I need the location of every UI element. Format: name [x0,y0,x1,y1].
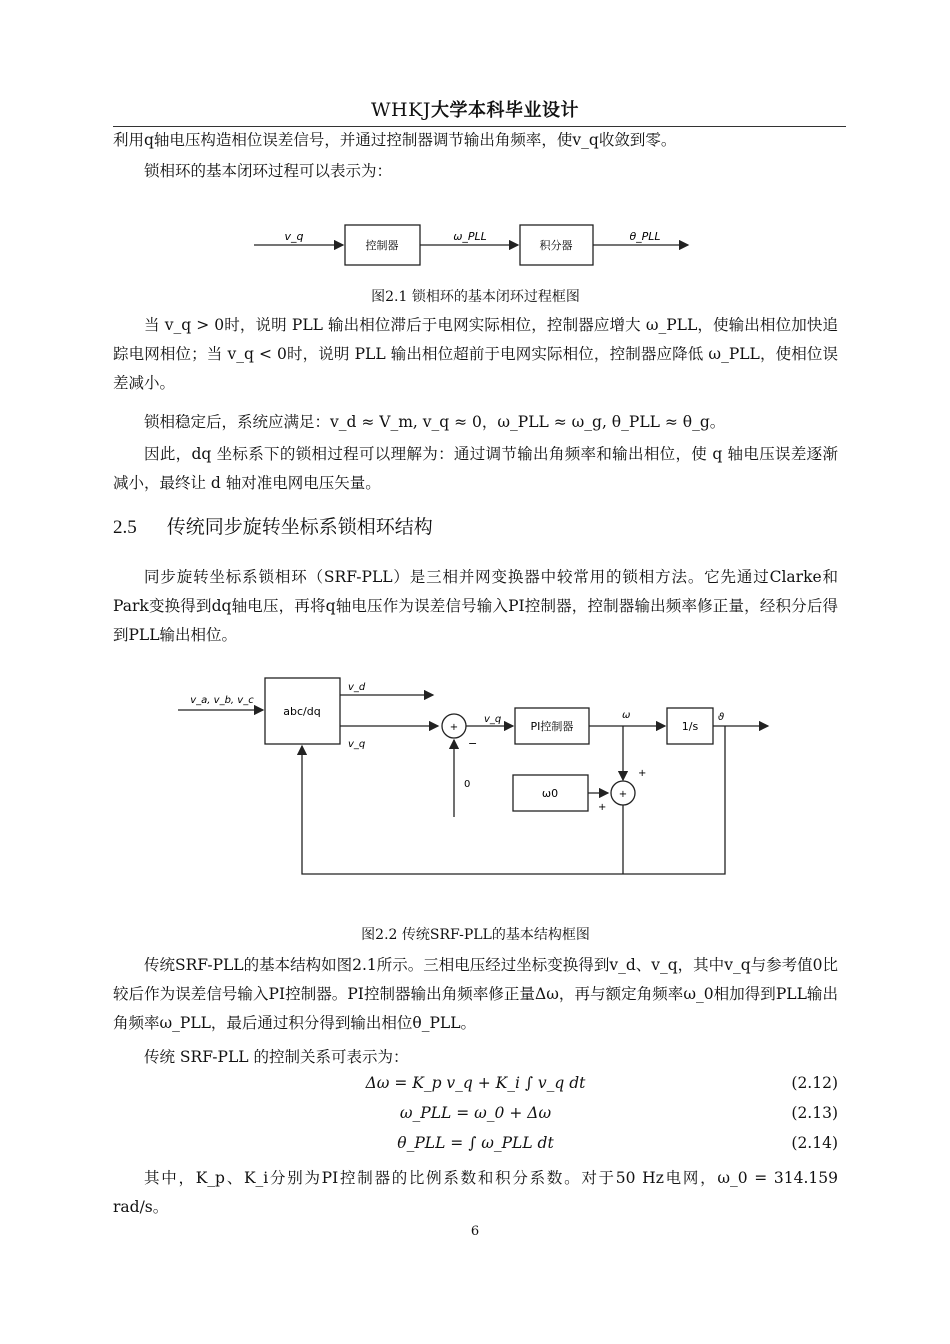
header-title: 大学本科毕业设计 [430,100,579,121]
fig2-sum2-plus-top: + [638,768,647,779]
para-srf: 同步旋转坐标系锁相环（SRF-PLL）是三相并网变换器中较常用的锁相方法。它先通过Clarke和Park变换得到dq轴电压，再将q轴电压作为误差信号输入PI控制器，控制器输出频率修正量，经积分后得到PLL输出相位。 [113,568,838,644]
fig1-caption: 图2.1 锁相环的基本闭环过程框图 [371,289,580,305]
section-number: 2.5 [113,517,137,538]
fig2-sum2-plus: + [618,789,628,800]
fig2-omega-label: ω [622,710,631,721]
equation-2-14-expr: θ_PLL = ∫ ω_PLL dt [397,1134,554,1152]
header-roman: WHKJ [371,99,431,121]
fig1-output-label: θ_PLL [629,230,661,243]
equation-2-14-number: (2.14) [791,1134,838,1152]
equation-2-14 [113,1134,838,1163]
fig2-abcdq-label: abc/dq [283,705,321,718]
intro-para: 锁相环的基本闭环过程可以表示为： [144,162,393,180]
equation-2-12-expr: Δω = K_p v_q + K_i ∫ v_q dt [365,1074,586,1092]
fig2-zero-label: 0 [464,779,471,790]
fig2-vq-label: v_q [348,739,366,750]
equation-2-12-number: (2.12) [791,1074,838,1092]
fig2-pi-label: PI控制器 [530,720,574,733]
fig1-integrator-label: 积分器 [539,239,573,252]
para-steady: 锁相稳定后，系统应满足：v_d ≈ V_m, v_q ≈ 0，ω_PLL ≈ ω_g, θ_PLL ≈ θ_g。 [144,413,726,431]
fig2-input-label: v_a, v_b, v_c [190,695,254,706]
para-final: 其中，K_p、K_i分别为PI控制器的比例系数和积分系数。对于50 Hz电网，ω_0 = 314.159 rad/s。 [113,1169,838,1216]
para-structure: 传统SRF-PLL的基本结构如图2.1所示。三相电压经过坐标变换得到v_d、v_q，其中v_q与参考值0比较后作为误差信号输入PI控制器。PI控制器输出角频率修正量Δω，再与额定角频率ω_0相加得到PLL输出角频率ω_PLL，最后通过积分得到输出相位θ_PLL。 [113,956,838,1032]
intro-line: 利用q轴电压构造相位误差信号，并通过控制器调节输出角频率，使v_q收敛到零。 [113,131,677,149]
page-header [0,96,950,122]
fig2-vq2-label: v_q [484,714,502,725]
fig2-sum2-plus-left: + [598,802,607,813]
para-control: 传统 SRF-PLL 的控制关系可表示为： [144,1048,409,1066]
equation-2-13-expr: ω_PLL = ω_0 + Δω [399,1104,552,1122]
figure-2-1 [250,215,700,275]
section-heading [113,512,433,539]
fig2-vd-label: v_d [348,682,366,693]
figure-2-2 [170,675,780,905]
fig2-omega0-label: ω0 [541,787,559,800]
fig1-input-label: v_q [284,230,304,243]
equation-2-13-number: (2.13) [791,1104,838,1122]
fig2-theta-label: ϑ [718,712,725,723]
fig2-caption: 图2.2 传统SRF-PLL的基本结构框图 [361,927,590,943]
para-condition: 当 v_q > 0时，说明 PLL 输出相位滞后于电网实际相位，控制器应增大 ω_PLL，使输出相位加快追踪电网相位；当 v_q < 0时，说明 PLL 输出相位超前于电网实际相位，控制器应降低 ω_PLL，使相位误差减小。 [113,316,838,392]
fig1-mid-label: ω_PLL [453,230,487,243]
equation-2-13 [113,1104,838,1133]
page-number: 6 [470,1224,480,1239]
para-dq: 因此，dq 坐标系下的锁相过程可以理解为：通过调节输出角频率和输出相位，使 q 轴电压误差逐渐减小，最终让 d 轴对准电网电压矢量。 [113,445,838,492]
equation-2-12 [113,1074,838,1103]
fig1-controller-label: 控制器 [365,239,399,252]
fig2-integrator-label: 1/s [681,720,699,733]
fig2-sum1-minus: − [468,737,478,750]
fig2-sum1-plus: + [449,722,459,733]
section-title: 传统同步旋转坐标系锁相环结构 [166,516,433,538]
